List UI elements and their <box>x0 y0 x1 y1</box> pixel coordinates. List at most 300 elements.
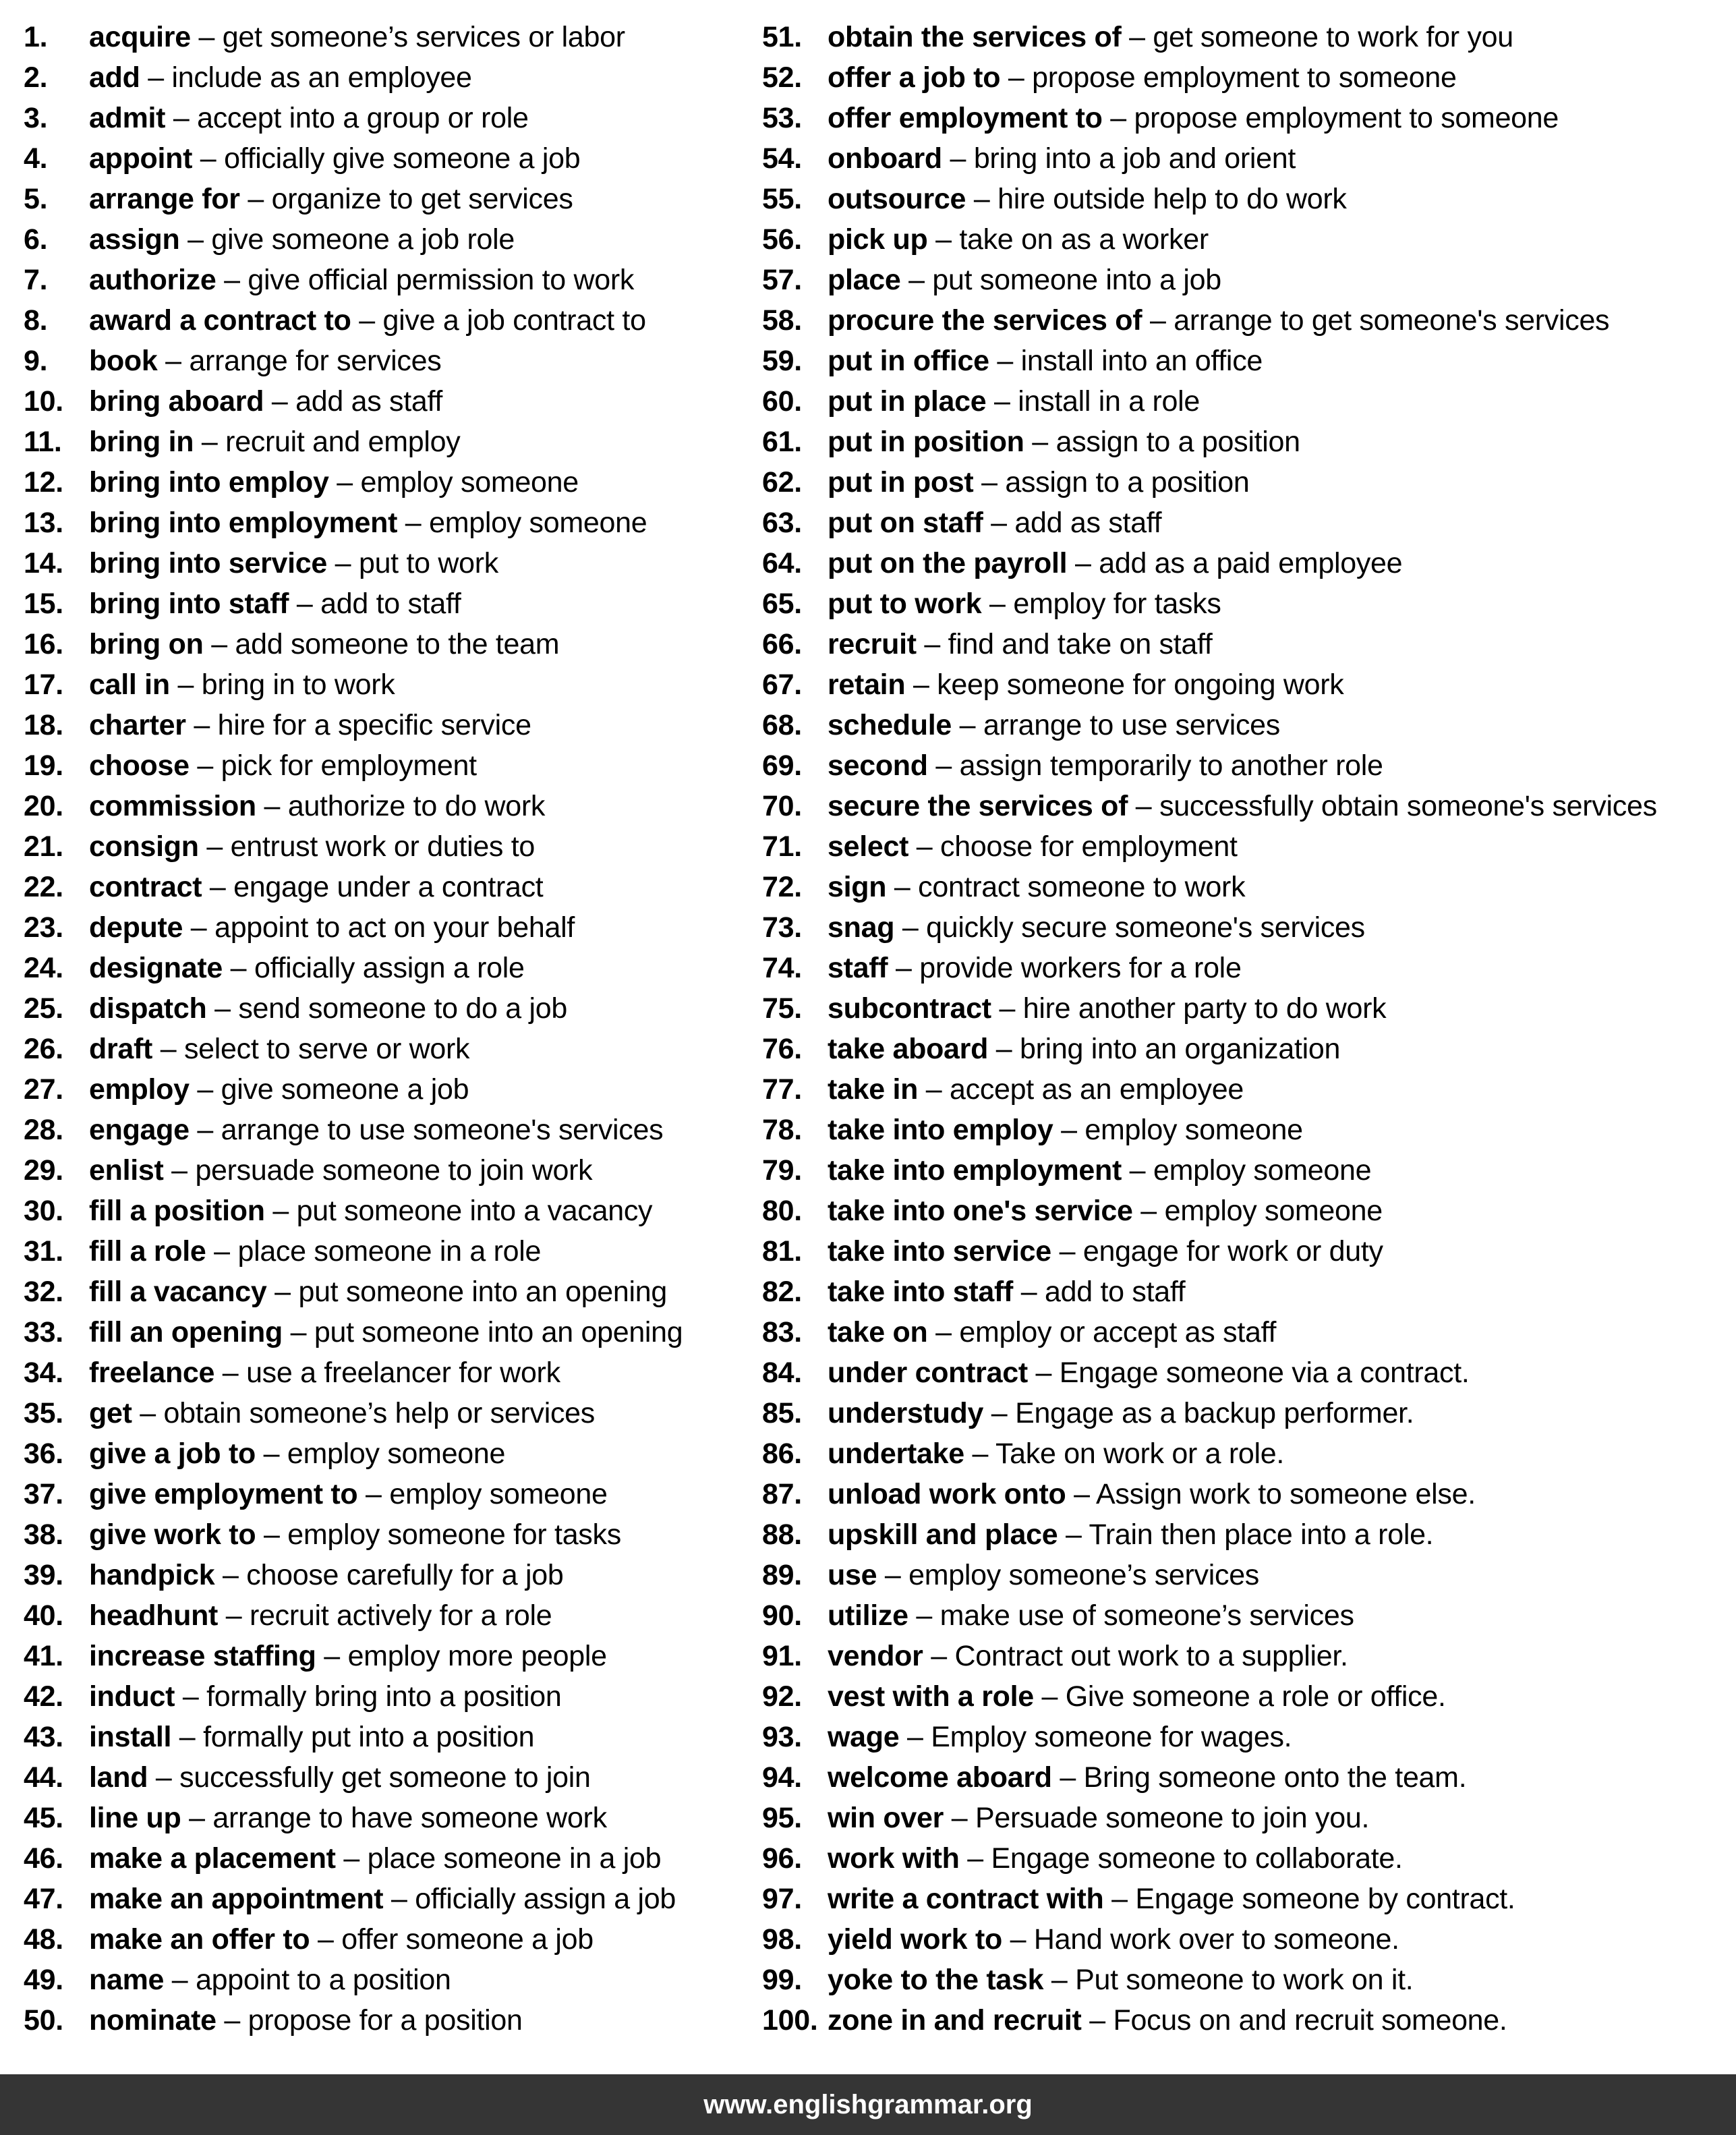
item-term: outsource <box>828 183 966 215</box>
item-definition: get someone’s services or labor <box>222 21 625 53</box>
list-item <box>762 179 1720 219</box>
item-separator: – <box>1053 1114 1085 1146</box>
item-number: 87. <box>762 1478 802 1510</box>
list-item <box>762 2000 1720 2041</box>
item-text <box>89 260 634 300</box>
item-separator: – <box>169 668 202 701</box>
list-item <box>762 1960 1720 2000</box>
list-item <box>24 1960 739 2000</box>
item-text <box>828 1029 1340 1069</box>
item-term: employ <box>89 1073 190 1106</box>
item-number: 20. <box>24 790 63 822</box>
item-definition: add as staff <box>1014 507 1162 539</box>
item-definition: Engage someone to collaborate. <box>991 1842 1403 1875</box>
item-definition: appoint to a position <box>196 1964 451 1996</box>
item-definition: employ more people <box>347 1640 607 1672</box>
item-separator: – <box>888 952 920 984</box>
item-number: 76. <box>762 1033 802 1065</box>
item-definition: give someone a job role <box>211 223 515 256</box>
item-separator: – <box>923 1640 955 1672</box>
item-number: 14. <box>24 547 63 579</box>
item-separator: – <box>216 2004 248 2037</box>
item-term: make an appointment <box>89 1883 384 1915</box>
item-number: 39. <box>24 1559 63 1591</box>
list-item <box>762 1231 1720 1272</box>
item-term: choose <box>89 749 190 782</box>
item-text <box>89 1272 667 1312</box>
item-number: 8. <box>24 304 48 337</box>
item-term: increase staffing <box>89 1640 316 1672</box>
item-term: onboard <box>828 142 942 175</box>
item-term: call in <box>89 668 170 701</box>
item-term: take into employ <box>828 1114 1053 1146</box>
item-number: 5. <box>24 183 48 215</box>
item-definition: recruit and employ <box>225 426 461 458</box>
item-term: designate <box>89 952 223 984</box>
item-separator: – <box>189 1114 221 1146</box>
item-definition: install into an office <box>1020 345 1263 377</box>
item-term: engage <box>89 1114 190 1146</box>
item-text <box>828 1555 1259 1595</box>
list-item <box>762 867 1720 907</box>
item-term: yoke to the task <box>828 1964 1044 1996</box>
item-text <box>89 826 535 867</box>
item-number: 100. <box>762 2004 818 2037</box>
item-term: subcontract <box>828 992 991 1025</box>
item-text <box>89 1191 652 1231</box>
item-definition: bring in to work <box>201 668 395 701</box>
item-definition: add as staff <box>295 385 443 418</box>
item-separator: – <box>189 749 221 782</box>
list-item <box>762 705 1720 745</box>
item-term: take into staff <box>828 1276 1014 1308</box>
item-text <box>89 1150 592 1191</box>
item-definition: arrange to use someone's services <box>221 1114 664 1146</box>
item-definition: Put someone to work on it. <box>1075 1964 1414 1996</box>
item-text <box>89 1838 661 1879</box>
item-separator: – <box>877 1559 909 1591</box>
item-definition: use a freelancer for work <box>246 1357 560 1389</box>
item-number: 65. <box>762 588 802 620</box>
item-definition: accept as an employee <box>950 1073 1244 1106</box>
item-text <box>89 503 647 543</box>
item-definition: select to serve or work <box>183 1033 470 1065</box>
item-separator: – <box>927 1316 960 1348</box>
list-item <box>762 260 1720 300</box>
list-item <box>24 988 739 1029</box>
item-term: depute <box>89 911 183 944</box>
item-number: 63. <box>762 507 802 539</box>
item-separator: – <box>1058 1518 1089 1551</box>
item-separator: – <box>328 466 361 499</box>
item-term: contract <box>89 871 202 903</box>
item-separator: – <box>152 1033 184 1065</box>
item-separator: – <box>357 1478 390 1510</box>
item-term: freelance <box>89 1357 215 1389</box>
item-definition: Persuade someone to join you. <box>975 1802 1370 1834</box>
item-text <box>89 745 477 786</box>
item-text <box>828 907 1365 948</box>
list-item <box>24 867 739 907</box>
list-item <box>762 138 1720 179</box>
item-definition: engage for work or duty <box>1082 1235 1383 1268</box>
item-separator: – <box>264 385 296 418</box>
item-definition: arrange to have someone work <box>212 1802 607 1834</box>
list-item <box>762 1676 1720 1717</box>
item-term: fill a vacancy <box>89 1276 267 1308</box>
list-item <box>24 1595 739 1636</box>
item-separator: – <box>171 1721 204 1753</box>
list-item <box>762 988 1720 1029</box>
item-number: 70. <box>762 790 802 822</box>
item-definition: officially assign a role <box>254 952 525 984</box>
item-term: yield work to <box>828 1923 1002 1956</box>
item-number: 93. <box>762 1721 802 1753</box>
item-definition: persuade someone to join work <box>195 1154 593 1187</box>
item-text <box>828 179 1347 219</box>
item-number: 16. <box>24 628 63 660</box>
item-term: charter <box>89 709 186 741</box>
item-number: 51. <box>762 21 802 53</box>
item-term: book <box>89 345 158 377</box>
item-separator: – <box>163 1154 196 1187</box>
item-definition: put someone into an opening <box>314 1316 683 1348</box>
item-number: 66. <box>762 628 802 660</box>
item-term: obtain the services of <box>828 21 1122 53</box>
item-term: upskill and place <box>828 1518 1058 1551</box>
item-separator: – <box>959 1842 991 1875</box>
item-term: acquire <box>89 21 191 53</box>
item-term: add <box>89 61 140 94</box>
list-item <box>762 1393 1720 1433</box>
item-term: procure the services of <box>828 304 1142 337</box>
item-number: 41. <box>24 1640 63 1672</box>
item-number: 19. <box>24 749 63 782</box>
item-separator: – <box>214 1559 247 1591</box>
item-definition: bring into an organization <box>1020 1033 1341 1065</box>
item-text <box>89 1110 663 1150</box>
item-separator: – <box>1027 1357 1060 1389</box>
item-definition: place someone in a role <box>237 1235 542 1268</box>
item-number: 52. <box>762 61 802 94</box>
item-term: undertake <box>828 1437 964 1470</box>
item-separator: – <box>256 1518 288 1551</box>
item-number: 34. <box>24 1357 63 1389</box>
list-item <box>762 1474 1720 1514</box>
item-separator: – <box>202 871 234 903</box>
list-item <box>24 1029 739 1069</box>
item-text <box>89 1757 591 1798</box>
item-text <box>89 1231 541 1272</box>
item-definition: propose for a position <box>248 2004 523 2037</box>
item-definition: include as an employee <box>171 61 472 94</box>
list-item <box>24 1798 739 1838</box>
list-item <box>762 1595 1720 1636</box>
item-definition: recruit actively for a role <box>250 1599 552 1632</box>
list-item <box>762 462 1720 503</box>
list-item <box>762 57 1720 98</box>
item-term: bring into staff <box>89 588 289 620</box>
item-separator: – <box>899 1721 931 1753</box>
item-separator: – <box>206 992 239 1025</box>
item-number: 32. <box>24 1276 63 1308</box>
item-number: 23. <box>24 911 63 944</box>
item-separator: – <box>966 183 998 215</box>
item-term: sign <box>828 871 887 903</box>
item-text <box>89 1879 676 1919</box>
item-text <box>828 260 1221 300</box>
item-number: 89. <box>762 1559 802 1591</box>
list-item <box>24 1312 739 1353</box>
list-item <box>24 1353 739 1393</box>
item-text <box>828 1514 1433 1555</box>
item-separator: – <box>266 1276 299 1308</box>
item-definition: employ someone for tasks <box>287 1518 621 1551</box>
item-separator: – <box>214 1357 247 1389</box>
list-item <box>24 341 739 381</box>
item-definition: successfully get someone to join <box>179 1761 591 1794</box>
item-number: 53. <box>762 102 802 134</box>
item-term: select <box>828 830 909 863</box>
item-definition: engage under a contract <box>233 871 544 903</box>
item-number: 74. <box>762 952 802 984</box>
list-item <box>762 1838 1720 1879</box>
item-term: use <box>828 1559 877 1591</box>
item-separator: – <box>1081 2004 1113 2037</box>
item-definition: bring into a job and orient <box>973 142 1296 175</box>
item-definition: arrange to get someone's services <box>1174 304 1610 337</box>
item-text <box>828 745 1383 786</box>
item-text <box>89 1029 469 1069</box>
item-term: under contract <box>828 1357 1028 1389</box>
item-number: 27. <box>24 1073 63 1106</box>
list-item <box>762 745 1720 786</box>
word-list-right-column <box>762 17 1720 2041</box>
item-number: 4. <box>24 142 48 175</box>
item-number: 50. <box>24 2004 63 2037</box>
list-item <box>762 1919 1720 1960</box>
item-number: 56. <box>762 223 802 256</box>
item-text <box>828 2000 1507 2041</box>
item-term: take into service <box>828 1235 1051 1268</box>
list-item <box>24 1150 739 1191</box>
item-text <box>828 1312 1276 1353</box>
item-text <box>828 138 1296 179</box>
item-number: 21. <box>24 830 63 863</box>
item-separator: – <box>942 142 974 175</box>
list-item <box>762 786 1720 826</box>
item-text <box>828 1110 1303 1150</box>
item-definition: arrange to use services <box>983 709 1280 741</box>
item-term: snag <box>828 911 895 944</box>
item-separator: – <box>310 1923 342 1956</box>
list-item <box>24 543 739 583</box>
item-text <box>828 705 1280 745</box>
item-text <box>828 1717 1292 1757</box>
item-term: bring on <box>89 628 204 660</box>
list-item <box>762 422 1720 462</box>
item-term: put to work <box>828 588 982 620</box>
list-item <box>24 300 739 341</box>
item-text <box>828 462 1249 503</box>
item-definition: hire for a specific service <box>217 709 531 741</box>
item-number: 84. <box>762 1357 802 1389</box>
list-item <box>24 786 739 826</box>
item-definition: employ someone’s services <box>908 1559 1260 1591</box>
item-text <box>828 98 1559 138</box>
item-term: enlist <box>89 1154 164 1187</box>
item-term: offer employment to <box>828 102 1103 134</box>
list-item <box>762 1717 1720 1757</box>
item-term: arrange for <box>89 183 240 215</box>
item-text <box>89 624 559 664</box>
item-number: 75. <box>762 992 802 1025</box>
item-text <box>89 705 531 745</box>
list-item <box>24 1636 739 1676</box>
item-number: 42. <box>24 1680 63 1713</box>
item-separator: – <box>335 1842 368 1875</box>
list-item <box>24 1838 739 1879</box>
item-text <box>828 1879 1515 1919</box>
item-number: 2. <box>24 61 48 94</box>
item-term: put on the payroll <box>828 547 1068 579</box>
list-item <box>24 503 739 543</box>
item-definition: add someone to the team <box>235 628 560 660</box>
list-item <box>762 1555 1720 1595</box>
item-text <box>828 503 1161 543</box>
item-text <box>89 867 543 907</box>
item-definition: place someone in a job <box>367 1842 662 1875</box>
item-separator: – <box>1066 1478 1097 1510</box>
item-separator: – <box>1013 1276 1045 1308</box>
item-term: put in post <box>828 466 974 499</box>
item-separator: – <box>927 223 960 256</box>
list-item <box>24 1514 739 1555</box>
item-text <box>828 1433 1284 1474</box>
item-text <box>89 1393 595 1433</box>
item-text <box>828 300 1609 341</box>
item-definition: successfully obtain someone's services <box>1159 790 1657 822</box>
item-term: zone in and recruit <box>828 2004 1082 2037</box>
list-item <box>24 219 739 260</box>
item-term: pick up <box>828 223 928 256</box>
item-number: 45. <box>24 1802 63 1834</box>
item-term: utilize <box>828 1599 908 1632</box>
item-separator: – <box>282 1316 314 1348</box>
item-text <box>89 948 525 988</box>
item-term: put in office <box>828 345 989 377</box>
item-text <box>828 1353 1469 1393</box>
item-number: 83. <box>762 1316 802 1348</box>
item-separator: – <box>181 1802 213 1834</box>
item-text <box>828 1393 1414 1433</box>
item-definition: employ someone <box>429 507 647 539</box>
item-separator: – <box>1142 304 1174 337</box>
item-number: 67. <box>762 668 802 701</box>
list-item <box>24 1393 739 1433</box>
item-definition: choose for employment <box>940 830 1238 863</box>
item-number: 10. <box>24 385 63 418</box>
item-number: 44. <box>24 1761 63 1794</box>
item-separator: – <box>1067 547 1099 579</box>
item-number: 47. <box>24 1883 63 1915</box>
item-separator: – <box>981 588 1014 620</box>
item-number: 18. <box>24 709 63 741</box>
item-text <box>828 219 1209 260</box>
list-item <box>762 1029 1720 1069</box>
item-term: bring aboard <box>89 385 264 418</box>
item-separator: – <box>255 1437 287 1470</box>
item-definition: keep someone for ongoing work <box>937 668 1344 701</box>
item-term: take aboard <box>828 1033 989 1065</box>
item-number: 98. <box>762 1923 802 1956</box>
item-definition: employ or accept as staff <box>959 1316 1277 1348</box>
item-separator: – <box>190 21 223 53</box>
item-separator: – <box>1102 102 1134 134</box>
item-separator: – <box>905 668 937 701</box>
item-definition: appoint to act on your behalf <box>214 911 575 944</box>
item-definition: put someone into a job <box>932 264 1221 296</box>
item-definition: give official permission to work <box>248 264 635 296</box>
item-number: 40. <box>24 1599 63 1632</box>
item-number: 69. <box>762 749 802 782</box>
item-text <box>828 624 1213 664</box>
list-item <box>762 503 1720 543</box>
item-number: 3. <box>24 102 48 134</box>
item-text <box>828 1272 1185 1312</box>
item-separator: – <box>983 1397 1016 1429</box>
item-number: 79. <box>762 1154 802 1187</box>
item-text <box>89 786 545 826</box>
item-term: authorize <box>89 264 216 296</box>
item-definition: Hand work over to someone. <box>1033 1923 1399 1956</box>
item-text <box>828 786 1657 826</box>
item-term: vendor <box>828 1640 923 1672</box>
item-text <box>828 341 1263 381</box>
item-term: assign <box>89 223 180 256</box>
item-number: 96. <box>762 1842 802 1875</box>
item-text <box>89 1676 562 1717</box>
item-definition: add to staff <box>1044 1276 1186 1308</box>
item-separator: – <box>952 709 983 741</box>
list-item <box>24 907 739 948</box>
item-term: unload work onto <box>828 1478 1066 1510</box>
item-separator: – <box>218 1599 250 1632</box>
item-number: 64. <box>762 547 802 579</box>
item-number: 97. <box>762 1883 802 1915</box>
item-separator: – <box>916 628 948 660</box>
item-number: 24. <box>24 952 63 984</box>
item-text <box>89 1474 608 1514</box>
list-item <box>762 1879 1720 1919</box>
item-term: induct <box>89 1680 175 1713</box>
item-definition: install in a role <box>1018 385 1200 418</box>
item-text <box>89 1353 560 1393</box>
list-item <box>24 260 739 300</box>
item-number: 6. <box>24 223 48 256</box>
item-number: 57. <box>762 264 802 296</box>
item-separator: – <box>983 507 1015 539</box>
item-number: 26. <box>24 1033 63 1065</box>
item-separator: – <box>927 749 960 782</box>
item-definition: propose employment to someone <box>1134 102 1559 134</box>
item-number: 62. <box>762 466 802 499</box>
item-separator: – <box>194 426 226 458</box>
item-separator: – <box>223 952 254 984</box>
item-definition: Assign work to someone else. <box>1096 1478 1476 1510</box>
footer-bar <box>0 2074 1736 2135</box>
item-text <box>828 381 1200 422</box>
